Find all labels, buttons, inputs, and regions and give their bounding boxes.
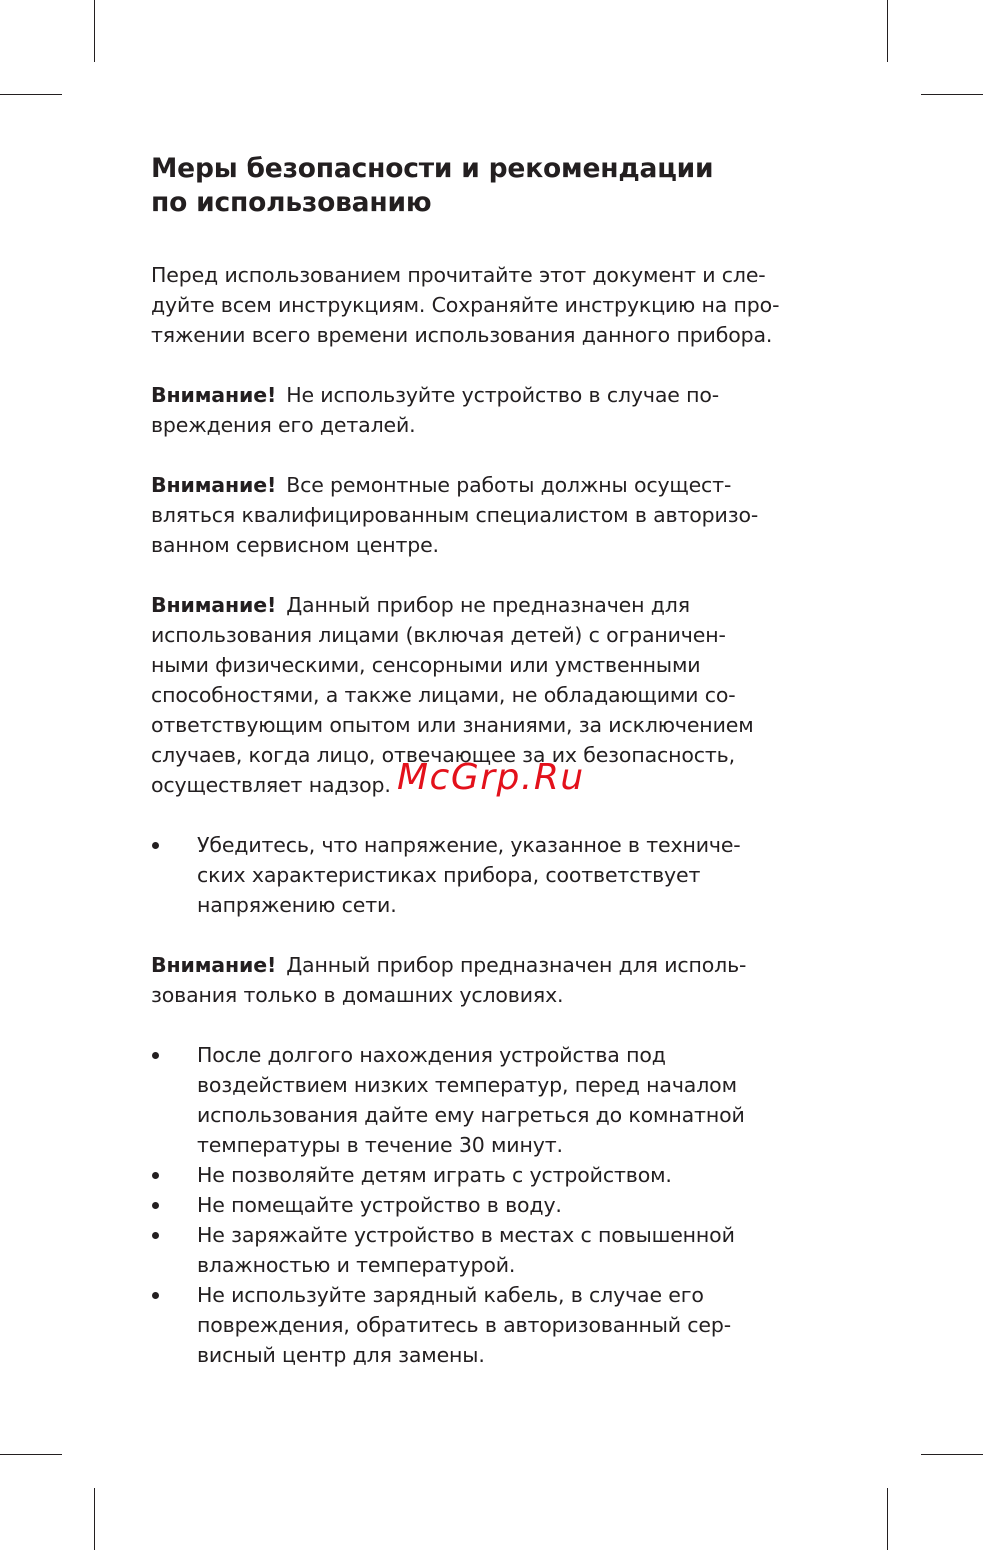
text-line: Все ремонтные работы должны осущест- xyxy=(286,473,732,497)
text-line: Перед использованием прочитайте этот документ и сле- xyxy=(151,263,766,287)
bullet-icon xyxy=(152,1172,159,1179)
watermark-text: McGrp.Ru xyxy=(397,757,585,798)
crop-mark-top-right xyxy=(887,0,888,62)
text-line: Убедитесь, что напряжение, указанное в техниче- xyxy=(197,833,741,857)
warning-paragraph-2 xyxy=(151,470,851,560)
text-line: температуры в течение 30 минут. xyxy=(197,1133,563,1157)
list-item xyxy=(151,1160,851,1190)
title-line: Меры безопасности и рекомендации xyxy=(151,153,714,184)
text-line: дуйте всем инструкциям. Сохраняйте инструкцию на про- xyxy=(151,293,780,317)
crop-mark-bottom-right-h xyxy=(921,1454,983,1455)
list-item xyxy=(151,1220,851,1280)
warning-label: Внимание! xyxy=(151,473,277,497)
text-line: напряжению сети. xyxy=(197,893,397,917)
text-line: воздействием низких температур, перед началом xyxy=(197,1073,737,1097)
text-line: Не заряжайте устройство в местах с повышенной xyxy=(197,1223,735,1247)
list-item xyxy=(151,1280,851,1370)
crop-mark-top-right-h xyxy=(921,94,983,95)
warning-label: Внимание! xyxy=(151,383,277,407)
page-title xyxy=(151,152,851,220)
text-line: Данный прибор предназначен для исполь- xyxy=(286,953,747,977)
text-line: использования лицами (включая детей) с ограничен- xyxy=(151,623,726,647)
text-line: ответствующим опытом или знаниями, за исключением xyxy=(151,713,754,737)
text-line: висный центр для замены. xyxy=(197,1343,485,1367)
text-line: использования дайте ему нагреться до комнатной xyxy=(197,1103,745,1127)
text-line: ванном сервисном центре. xyxy=(151,533,439,557)
text-line: вреждения его деталей. xyxy=(151,413,416,437)
bullet-icon xyxy=(152,1052,159,1059)
intro-paragraph xyxy=(151,260,851,350)
text-line: После долгого нахождения устройства под xyxy=(197,1043,666,1067)
text-line: вляться квалифицированным специалистом в авторизо- xyxy=(151,503,759,527)
text-line: зования только в домашних условиях. xyxy=(151,983,564,1007)
text-line: влажностью и температурой. xyxy=(197,1253,516,1277)
text-line: способностями, а также лицами, не обладающими со- xyxy=(151,683,736,707)
warning-label: Внимание! xyxy=(151,953,277,977)
crop-mark-bottom-left xyxy=(94,1488,95,1550)
list-item xyxy=(151,1040,851,1160)
crop-mark-bottom-right xyxy=(887,1488,888,1550)
bullet-icon xyxy=(152,1292,159,1299)
text-line: Не используйте устройство в случае по- xyxy=(286,383,720,407)
list-item xyxy=(151,830,851,920)
text-line: Не позволяйте детям играть с устройством. xyxy=(197,1163,672,1187)
list-item xyxy=(151,1190,851,1220)
bullet-icon xyxy=(152,1232,159,1239)
text-line: осуществляет надзор. xyxy=(151,773,391,797)
crop-mark-bottom-left-h xyxy=(0,1454,62,1455)
bullet-list-2 xyxy=(151,1040,851,1370)
bullet-icon xyxy=(152,1202,159,1209)
text-line: тяжении всего времени использования данного прибора. xyxy=(151,323,773,347)
text-line: повреждения, обратитесь в авторизованный сер- xyxy=(197,1313,731,1337)
text-line: ными физическими, сенсорными или умственными xyxy=(151,653,701,677)
warning-paragraph-4 xyxy=(151,950,851,1010)
crop-mark-top-left-h xyxy=(0,94,62,95)
bullet-icon xyxy=(152,842,159,849)
text-line: Данный прибор не предназначен для xyxy=(286,593,690,617)
text-line: случаев, когда лицо, отвечающее за их безопасность, xyxy=(151,743,735,767)
crop-mark-top-left xyxy=(94,0,95,62)
bullet-list-1 xyxy=(151,830,851,920)
title-line: по использованию xyxy=(151,187,432,218)
text-line: ских характеристиках прибора, соответствует xyxy=(197,863,701,887)
warning-label: Внимание! xyxy=(151,593,277,617)
warning-paragraph-1 xyxy=(151,380,851,440)
text-line: Не используйте зарядный кабель, в случае его xyxy=(197,1283,704,1307)
text-line: Не помещайте устройство в воду. xyxy=(197,1193,562,1217)
